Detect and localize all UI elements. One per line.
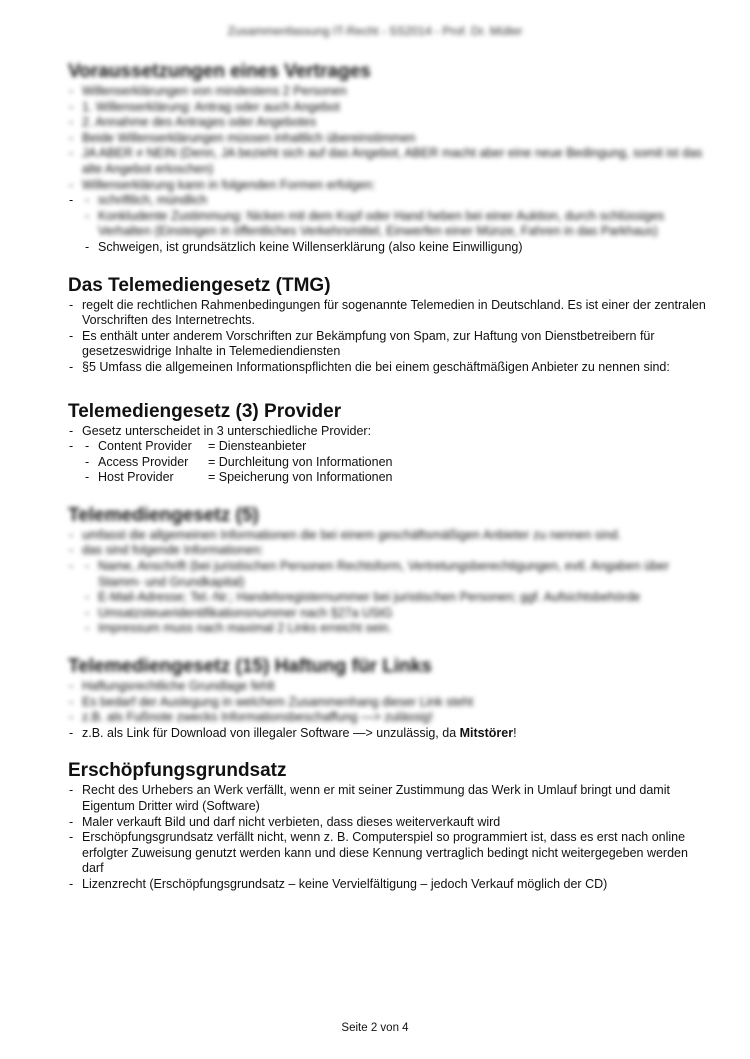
bullet-list bbox=[68, 298, 708, 376]
page-header: Zusammenfassung IT-Recht - SS2014 - Prof. Dr. Müller bbox=[227, 24, 523, 38]
list-item: - regelt die rechtlichen Rahmenbedingungen für sogenannte Telemedien in Deutschland. Es ist einer der zentralen Vorschriften des Internetrechts. bbox=[68, 298, 708, 329]
section-title: Erschöpfungsgrundsatz bbox=[68, 760, 287, 782]
provider-item bbox=[68, 439, 708, 455]
section-contract-requirements bbox=[68, 60, 708, 256]
page-content bbox=[68, 60, 708, 911]
list-item: - Es bedarf der Auslegung in welchem Zusammenhang dieser Link steht bbox=[68, 695, 708, 711]
list-item: - Lizenzrecht (Erschöpfungsgrundsatz – keine Vervielfältigung – jedoch Verkauf möglich der CD) bbox=[68, 877, 708, 893]
provider-list bbox=[68, 439, 708, 486]
sub-list-item: - Impressum muss nach maximal 2 Links erreicht sein. bbox=[68, 621, 708, 637]
sub-list-item: - E-Mail-Adresse; Tel.-Nr.; Handelsregisternummer bei juristischen Personen; ggf. Aufsichtsbehörde bbox=[68, 590, 708, 606]
list-item bbox=[68, 726, 708, 742]
sub-list bbox=[68, 193, 708, 255]
section-title: Telemediengesetz (3) Provider bbox=[68, 400, 342, 422]
section-exhaustion bbox=[68, 759, 708, 892]
list-item: - 2. Annahme des Antrages oder Angebotes bbox=[68, 115, 708, 131]
sub-list bbox=[68, 559, 708, 637]
section-tmg-15 bbox=[68, 655, 708, 741]
list-item: - z.B. als Fußnote zwecks Informationsbeschaffung —> zulässig! bbox=[68, 710, 708, 726]
section-tmg-provider bbox=[68, 400, 708, 486]
bullet-list bbox=[68, 783, 708, 892]
bullet-list bbox=[68, 424, 708, 486]
emphasis-text: Mitstörer bbox=[459, 725, 514, 740]
section-title: Das Telemediengesetz (TMG) bbox=[68, 274, 331, 296]
list-item: - Haftungsrechtliche Grundlage fehlt bbox=[68, 679, 708, 695]
section-title: Telemediengesetz (15) Haftung für Links bbox=[68, 656, 432, 678]
sub-list-container bbox=[68, 559, 708, 637]
provider-desc: = Diensteanbieter bbox=[208, 439, 307, 454]
list-item-end: ! bbox=[513, 725, 517, 740]
list-item-text: z.B. als Link für Download von illegaler Software —> unzulässig, da bbox=[82, 725, 460, 740]
list-item: - Willenserklärung kann in folgenden Formen erfolgen: bbox=[68, 178, 708, 194]
section-title: Voraussetzungen eines Vertrages bbox=[68, 61, 371, 82]
list-item: - umfasst die allgemeinen Informationen die bei einem geschäftsmäßigen Anbieter zu nennen sind. bbox=[68, 528, 708, 544]
sub-list-item: - Schweigen, ist grundsätzlich keine Willenserklärung (also keine Einwilligung) bbox=[68, 240, 708, 256]
list-item: - Erschöpfungsgrundsatz verfällt nicht, wenn z. B. Computerspiel so programmiert ist, dass es erst nach online erfolgter Zuweisung genutzt werden kann und diese Kennung vertraglich bedingt nicht weitergegeben werden darf bbox=[68, 830, 708, 877]
section-tmg bbox=[68, 274, 708, 376]
bullet-list bbox=[68, 84, 708, 256]
sub-list-item: - - schriftlich, mündlich bbox=[68, 193, 708, 209]
provider-name: Host Provider bbox=[98, 470, 174, 485]
list-item: - Gesetz unterscheidet in 3 unterschiedliche Provider: bbox=[68, 424, 708, 440]
list-item: - das sind folgende Informationen: bbox=[68, 543, 708, 559]
page-footer: Seite 2 von 4 bbox=[341, 1022, 409, 1034]
list-item: - Beide Willenserklärungen müssen inhaltlich übereinstimmen bbox=[68, 131, 708, 147]
sub-list-item: - Konkludente Zustimmung: Nicken mit dem Kopf oder Hand heben bei einer Auktion, durch schlüssiges Verhalten (Einsteigen in öffentliches Verkehrsmittel, Einwerfen einer Münze, Fahren in das Parkhaus) bbox=[68, 209, 708, 240]
section-tmg-5 bbox=[68, 504, 708, 637]
provider-name: Access Provider bbox=[98, 454, 189, 469]
list-item: - 1. Willenserklärung: Antrag oder auch Angebot bbox=[68, 100, 708, 116]
list-item: - Maler verkauft Bild und darf nicht verbieten, dass dieses weiterverkauft wird bbox=[68, 815, 708, 831]
sub-list-item: - Umsatzsteueridentifikationsnummer nach §27a UStG bbox=[68, 606, 708, 622]
provider-desc: = Durchleitung von Informationen bbox=[208, 454, 393, 469]
list-item: - Recht des Urhebers an Werk verfällt, wenn er mit seiner Zustimmung das Werk in Umlauf bringt und damit Eigentum Dritter wird (Software) bbox=[68, 783, 708, 814]
bullet-list bbox=[68, 528, 708, 637]
list-item: - §5 Umfass die allgemeinen Informationspflichten die bei einem geschäftmäßigen Anbieter zu nennen sind: bbox=[68, 360, 708, 376]
section-title: Telemediengesetz (5) bbox=[68, 504, 259, 526]
provider-item bbox=[68, 470, 708, 486]
provider-item bbox=[68, 455, 708, 471]
provider-desc: = Speicherung von Informationen bbox=[208, 470, 393, 485]
sub-list-item: - - Name, Anschrift (bei juristischen Personen Rechtsform, Vertretungsberechtigungen, evtl. Angaben über Stamm- und Grundkapital) bbox=[68, 559, 708, 590]
bullet-list bbox=[68, 679, 708, 741]
list-item: - Es enthält unter anderem Vorschriften zur Bekämpfung von Spam, zur Haftung von Dienstbetreibern für gesetzeswidrige Inhalte in Telemediendiensten bbox=[68, 329, 708, 360]
sub-list-container bbox=[68, 439, 708, 486]
sub-list-container bbox=[68, 193, 708, 255]
list-item: - JA ABER ≠ NEIN (Denn, JA bezieht sich auf das Angebot, ABER macht aber eine neue Bedingung, somit ist das alte Angebot erloschen) bbox=[68, 146, 708, 177]
provider-name: Content Provider bbox=[98, 439, 192, 454]
list-item: - Willenserklärungen von mindestens 2 Personen bbox=[68, 84, 708, 100]
